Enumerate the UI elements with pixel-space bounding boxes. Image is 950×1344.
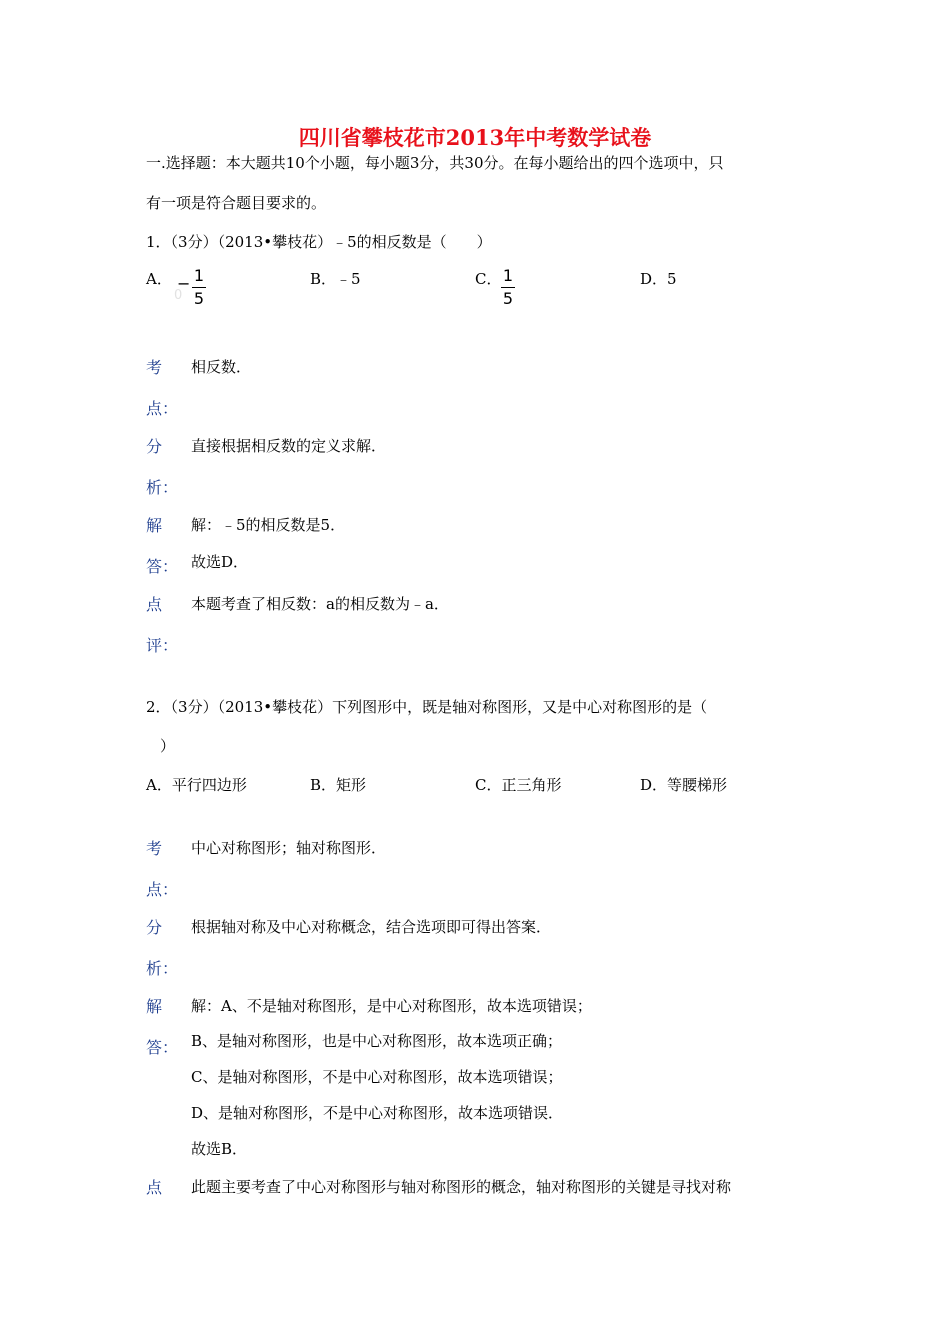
section-intro-line2: 有一项是符合题目要求的。 [146,194,327,212]
page-title: 四川省攀枝花市2013年中考数学试卷 [298,125,652,150]
label-kao: 考 [146,358,163,377]
q2-jieda-line: 解：A、不是轴对称图形，是中心对称图形，故本选项错误； [191,997,592,1015]
fraction-numerator: 1 [193,266,205,285]
option-c-fraction [501,268,515,307]
label-da: 答： [146,557,179,576]
option-c-letter: C． [475,270,502,288]
option-a: A．平行四边形 [146,776,247,794]
q2-fenxi: 根据轴对称及中心对称概念，结合选项即可得出答案． [191,918,552,936]
label-jie: 解 [146,516,163,535]
fraction-denominator: 5 [502,289,514,308]
label-fen: 分 [146,918,163,937]
label-xi: 析： [146,959,179,978]
label-da: 答： [146,1038,179,1057]
q1-kaodian: 相反数． [191,358,252,376]
option-b: B．矩形 [310,776,367,794]
label-dian: 点： [146,880,179,899]
q1-fenxi: 直接根据相反数的定义求解． [191,437,387,455]
option-c: C．正三角形 [475,776,562,794]
q1-jieda-line: 故选D． [191,553,249,571]
section-intro-line1: 一.选择题：本大题共10个小题，每小题3分，共30分。在每小题给出的四个选项中，只 [146,154,724,172]
question-2-stem: 2．（3分）（2013•攀枝花）下列图形中，既是轴对称图形，又是中心对称图形的是（ [146,698,708,716]
label-dian: 点： [146,399,179,418]
label-kao: 考 [146,839,163,858]
q2-jieda-line: D、是轴对称图形，不是中心对称图形，故本选项错误． [191,1104,564,1122]
option-b: B．﹣5 [310,270,361,288]
q2-jieda-line: 故选B． [191,1140,248,1158]
fraction-denominator: 5 [193,289,205,308]
option-d: D．等腰梯形 [640,776,728,794]
label-dian: 点 [146,1178,163,1197]
label-xi: 析： [146,478,179,497]
fraction-bar [192,287,206,288]
option-a-minus: − [177,274,191,293]
q2-jieda-line: B、是轴对称图形，也是中心对称图形，故本选项正确； [191,1032,563,1050]
q2-kaodian: 中心对称图形；轴对称图形． [191,839,387,857]
question-2-stem-end: ） [160,737,176,755]
q2-dianping: 此题主要考查了中心对称图形与轴对称图形的概念，轴对称图形的关键是寻找对称 [191,1178,732,1196]
fraction-numerator: 1 [502,266,514,285]
label-ping: 评： [146,636,179,655]
question-1-stem: 1．（3分）（2013•攀枝花）﹣5的相反数是（ ） [146,233,492,251]
label-dian: 点 [146,595,163,614]
option-a-fraction [192,268,206,307]
q2-jieda-line: C、是轴对称图形，不是中心对称图形，故本选项错误； [191,1068,563,1086]
label-fen: 分 [146,437,163,456]
option-d: D．5 [640,270,677,288]
label-jie: 解 [146,997,163,1016]
q1-jieda-line: 解：﹣5的相反数是5． [191,516,346,534]
q1-dianping: 本题考查了相反数：a的相反数为﹣a． [191,595,449,613]
fraction-bar [501,287,515,288]
watermark-glyph: 0 [174,288,183,303]
option-a-letter: A． [146,270,172,288]
